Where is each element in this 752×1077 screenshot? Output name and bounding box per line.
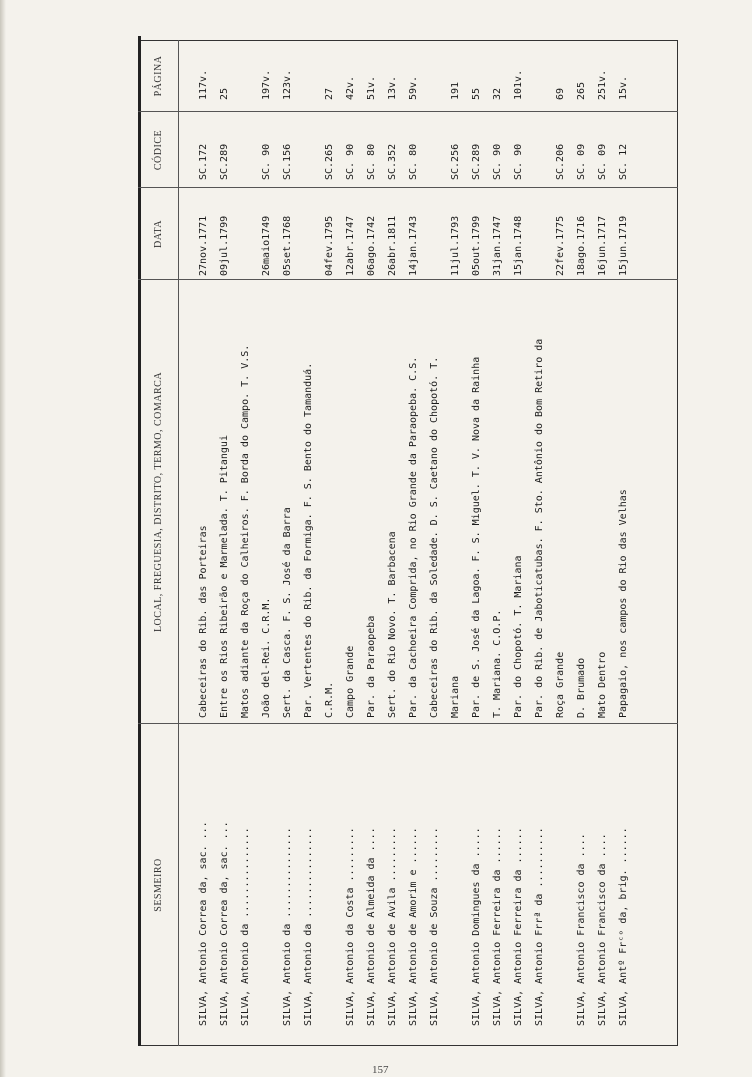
cell-pagina: 32 — [492, 87, 503, 100]
cell-data: 09jul.1799 — [219, 215, 230, 276]
cell-sesmeiro: SILVA, Antonio da Costa ......... — [345, 827, 356, 1026]
cell-local: T. Mariana. C.O.P. — [492, 609, 503, 718]
cell-data — [529, 190, 550, 276]
cell-pagina: 265 — [576, 81, 587, 100]
cell-data: 05set.1768 — [282, 215, 293, 276]
table-row — [445, 40, 466, 1046]
header-local: LOCAL, FREGUESIA, DISTRITO, TERMO, COMARCA — [152, 371, 164, 633]
cell-pagina: 117v. — [198, 69, 209, 100]
table-row — [319, 40, 340, 1046]
cell-pagina — [298, 42, 319, 100]
cell-sesmeiro: SILVA, Antonio da ............... — [240, 827, 251, 1026]
cell-codice: SC. 80 — [366, 143, 377, 180]
cell-data: 15jun.1719 — [618, 215, 629, 276]
cell-pagina: 197v. — [261, 69, 272, 100]
cell-pagina: 27 — [324, 87, 335, 100]
cell-sesmeiro: SILVA, Antonio de Amorim e ...... — [408, 827, 419, 1026]
table-row — [235, 40, 256, 1046]
cell-data: 27nov.1771 — [198, 215, 209, 276]
header-data: DATA — [152, 220, 164, 248]
cell-codice: SC. 90 — [345, 143, 356, 180]
cell-pagina: 191 — [450, 81, 461, 100]
cell-pagina — [235, 42, 256, 100]
cell-codice — [298, 114, 319, 180]
cell-codice: SC. 90 — [261, 143, 272, 180]
cell-local: Par. da Paraopeba — [366, 615, 377, 718]
table-row — [277, 40, 298, 1046]
cell-sesmeiro: SILVA, Antonio da ............... — [303, 827, 314, 1026]
cell-local: Par. do Rib. de Jaboticatubas. F. Sto. Antônio do Bom Retiro da — [534, 338, 545, 718]
cell-pagina: 42v. — [345, 75, 356, 100]
cell-data: 26maio1749 — [261, 215, 272, 276]
cell-local: Par. de S. José da Lagoa. F. S. Miguel. T. V. Nova da Rainha — [471, 356, 482, 718]
cell-sesmeiro: SILVA, Antonio Francisco da .... — [576, 833, 587, 1026]
cell-local: Matos adiante da Roça do Calheiros. F. Borda do Campo. T. V.S. — [240, 344, 251, 718]
cell-data — [298, 190, 319, 276]
cell-sesmeiro — [550, 728, 571, 1026]
cell-data: 06ago.1742 — [366, 215, 377, 276]
cell-data: 22fev.1775 — [555, 215, 566, 276]
cell-codice — [529, 114, 550, 180]
cell-codice: SC.156 — [282, 143, 293, 180]
table-row — [193, 40, 214, 1046]
cell-pagina: 55 — [471, 87, 482, 100]
cell-codice: SC. 80 — [408, 143, 419, 180]
cell-codice — [235, 114, 256, 180]
cell-local: Entre os Rios Ribeirão e Marmelada. T. Pitangui — [219, 435, 230, 718]
cell-sesmeiro: SILVA, Antonio Domingues da ..... — [471, 827, 482, 1026]
cell-pagina — [529, 42, 550, 100]
sesmarias-table — [138, 36, 680, 1046]
table-row — [571, 40, 592, 1046]
cell-local: Campo Grande — [345, 645, 356, 718]
cell-codice: SC.206 — [555, 143, 566, 180]
cell-data: 14jan.1743 — [408, 215, 419, 276]
cell-local: Roça Grande — [555, 651, 566, 718]
cell-local: C.R.M. — [324, 681, 335, 718]
cell-data: 16jun.1717 — [597, 215, 608, 276]
cell-sesmeiro: SILVA, Antonio Ferreira da ...... — [513, 827, 524, 1026]
cell-local: Mato Dentro — [597, 651, 608, 718]
cell-local: D. Brumado — [576, 657, 587, 718]
cell-sesmeiro: SILVA, Antonio da ............... — [282, 827, 293, 1026]
cell-pagina: 251v. — [597, 69, 608, 100]
cell-local: Sert. da Casca. F. S. José da Barra — [282, 507, 293, 718]
cell-data: 05out.1799 — [471, 215, 482, 276]
cell-codice: SC. 09 — [597, 143, 608, 180]
cell-data: 31jan.1747 — [492, 215, 503, 276]
table-row — [466, 40, 487, 1046]
cell-pagina: 123v. — [282, 69, 293, 100]
cell-data: 11jul.1793 — [450, 215, 461, 276]
table-row — [487, 40, 508, 1046]
cell-local: Papagaio, nos campos do Rio das Velhas — [618, 489, 629, 718]
table-row — [508, 40, 529, 1046]
table-row — [592, 40, 613, 1046]
cell-data: 26abr.1811 — [387, 215, 398, 276]
header-sesmeiro: SESMEIRO — [152, 858, 164, 912]
table-row — [361, 40, 382, 1046]
table-row — [403, 40, 424, 1046]
cell-codice: SC.289 — [471, 143, 482, 180]
cell-codice: SC. 90 — [513, 143, 524, 180]
scan-edge — [0, 0, 6, 1077]
cell-sesmeiro: SILVA, Antonio Correa da, sac. ... — [219, 821, 230, 1026]
cell-local: Mariana — [450, 675, 461, 718]
cell-codice: SC. 90 — [492, 143, 503, 180]
table-row — [529, 40, 550, 1046]
table-row — [256, 40, 277, 1046]
cell-data — [424, 190, 445, 276]
cell-sesmeiro — [319, 728, 340, 1026]
cell-sesmeiro: SILVA, Antonio Francisco da .... — [597, 833, 608, 1026]
header-pagina: PÁGINA — [152, 55, 164, 97]
table-row — [382, 40, 403, 1046]
cell-data — [235, 190, 256, 276]
cell-codice: SC.256 — [450, 143, 461, 180]
cell-sesmeiro — [256, 728, 277, 1026]
cell-codice: SC.265 — [324, 143, 335, 180]
cell-local: Cabeceiras do Rib. das Porteiras — [198, 525, 209, 718]
cell-local: Sert. do Rio Novo. T. Barbacena — [387, 531, 398, 718]
table-row — [424, 40, 445, 1046]
cell-local: Cabeceiras do Rib. da Soledade. D. S. Caetano do Chopotó. T. — [429, 356, 440, 718]
cell-pagina: 13v. — [387, 75, 398, 100]
table-row — [550, 40, 571, 1046]
cell-local: Par. Vertentes do Rib. da Formiga. F. S. Bento do Tamanduá. — [303, 362, 314, 718]
table-row — [613, 40, 634, 1046]
cell-pagina: 101v. — [513, 69, 524, 100]
cell-data: 12abr.1747 — [345, 215, 356, 276]
cell-data: 18ago.1716 — [576, 215, 587, 276]
page-number: 157 — [372, 1064, 389, 1076]
cell-codice: SC. 12 — [618, 143, 629, 180]
table-row — [214, 40, 235, 1046]
cell-codice — [424, 114, 445, 180]
cell-sesmeiro: SILVA, Antº Frᶜᵒ da, brig. ...... — [618, 827, 629, 1026]
cell-pagina — [424, 42, 445, 100]
cell-data: 04fev.1795 — [324, 215, 335, 276]
cell-pagina: 15v. — [618, 75, 629, 100]
cell-sesmeiro: SILVA, Antonio Frrª da .......... — [534, 827, 545, 1026]
cell-pagina: 25 — [219, 87, 230, 100]
cell-codice: SC. 09 — [576, 143, 587, 180]
cell-data: 15jan.1748 — [513, 215, 524, 276]
cell-pagina: 59v. — [408, 75, 419, 100]
cell-sesmeiro: SILVA, Antonio Correa da, sac. ... — [198, 821, 209, 1026]
cell-local: Par. da Cachoeira Comprida, no Rio Grande da Paraopeba. C.S. — [408, 356, 419, 718]
cell-pagina: 69 — [555, 87, 566, 100]
table-row — [298, 40, 319, 1046]
cell-sesmeiro: SILVA, Antonio de Souza ......... — [429, 827, 440, 1026]
cell-sesmeiro: SILVA, Antonio Ferreira da ...... — [492, 827, 503, 1026]
cell-codice: SC.172 — [198, 143, 209, 180]
cell-local: Par. do Chopotó. T. Mariana — [513, 555, 524, 718]
cell-sesmeiro: SILVA, Antonio de Avila ......... — [387, 827, 398, 1026]
cell-sesmeiro: SILVA, Antonio de Almeida da .... — [366, 827, 377, 1026]
cell-codice: SC.352 — [387, 143, 398, 180]
table-row — [340, 40, 361, 1046]
cell-local: João del-Rei. C.R.M. — [261, 597, 272, 718]
cell-pagina: 51v. — [366, 75, 377, 100]
cell-codice: SC.289 — [219, 143, 230, 180]
cell-sesmeiro — [445, 728, 466, 1026]
header-rule — [178, 40, 179, 1046]
header-codice: CÓDICE — [152, 129, 164, 171]
